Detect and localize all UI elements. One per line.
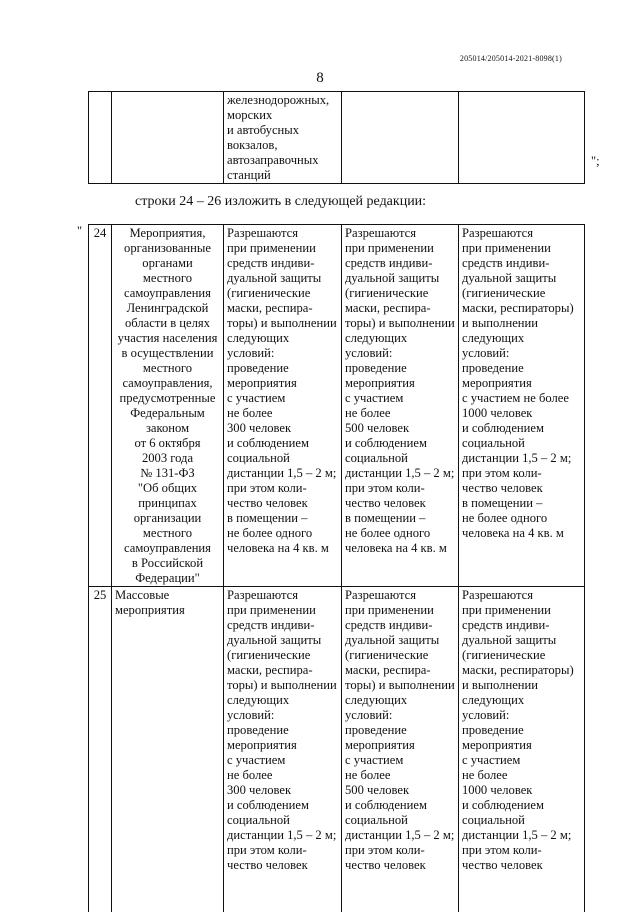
cell-num (89, 92, 112, 184)
condition-level-1: Разрешаются при применении средств индиви- дуальной защиты (гигиенические маски, респира- торы) и выполнении следующих условий: проведение мероприятия с участием не более 300 человек и соблюдением социальной дистанции 1,5 – 2 м; при этом коли- чество человек в помещении – не более одного человека на 4 кв. м (224, 225, 342, 587)
condition-level-3: Разрешаются при применении средств индиви- дуальной защиты (гигиенические маски, респираторы) и выполнении следующих условий: проведение мероприятия с участием не более 1000 человек и соблюдением социальной дистанции 1,5 – 2 м; при этом коли- чество человек (459, 587, 585, 912)
row-number: 25 (89, 587, 112, 912)
condition-level-2: Разрешаются при применении средств индиви- дуальной защиты (гигиенические маски, респира- торы) и выполнении следующих условий: проведение мероприятия с участием не более 500 человек и соблюдением социальной дистанции 1,5 – 2 м; при этом коли- чество человек (342, 587, 459, 912)
condition-level-3: Разрешаются при применении средств индиви- дуальной защиты (гигиенические маски, респираторы) и выполнении следующих условий: проведение мероприятия с участием не более 1000 человек и соблюдением социальной дистанции 1,5 – 2 м; при этом коли- чество человек в помещении – не более одного человека на 4 кв. м (459, 225, 585, 587)
event-name: Мероприятия, организованные органами местного самоуправления Ленинградской области в целях участия населения в осуществлении местного самоуправления, предусмотренные Федеральным законом от 6 октября 2003 года № 131-ФЗ "Об общих принципах организации местного самоуправления в Российской Федерации" (112, 225, 224, 587)
row-number: 24 (89, 225, 112, 587)
event-name: Массовые мероприятия (112, 587, 224, 912)
cell-condition-1: железнодорожных, морских и автобусных вокзалов, автозаправочных станций (224, 92, 342, 184)
page-number: 8 (0, 70, 640, 87)
amended-rows-table (88, 224, 585, 912)
cell-name (112, 92, 224, 184)
closing-quote: "; (591, 154, 600, 169)
condition-level-1: Разрешаются при применении средств индиви- дуальной защиты (гигиенические маски, респира- торы) и выполнении следующих условий: проведение мероприятия с участием не более 300 человек и соблюдением социальной дистанции 1,5 – 2 м; при этом коли- чество человек (224, 587, 342, 912)
document-id: 205014/205014-2021-8098(1) (460, 54, 562, 63)
table-row (89, 225, 585, 587)
opening-quote: " (77, 224, 82, 239)
table-row (89, 587, 585, 912)
amendment-instruction: строки 24 – 26 изложить в следующей редакции: (135, 194, 426, 210)
table-row (89, 92, 585, 184)
cell-condition-3 (459, 92, 585, 184)
condition-level-2: Разрешаются при применении средств индиви- дуальной защиты (гигиенические маски, респира- торы) и выполнении следующих условий: проведение мероприятия с участием не более 500 человек и соблюдением социальной дистанции 1,5 – 2 м; при этом коли- чество человек в помещении – не более одного человека на 4 кв. м (342, 225, 459, 587)
cell-condition-2 (342, 92, 459, 184)
continued-table-row (88, 91, 585, 184)
